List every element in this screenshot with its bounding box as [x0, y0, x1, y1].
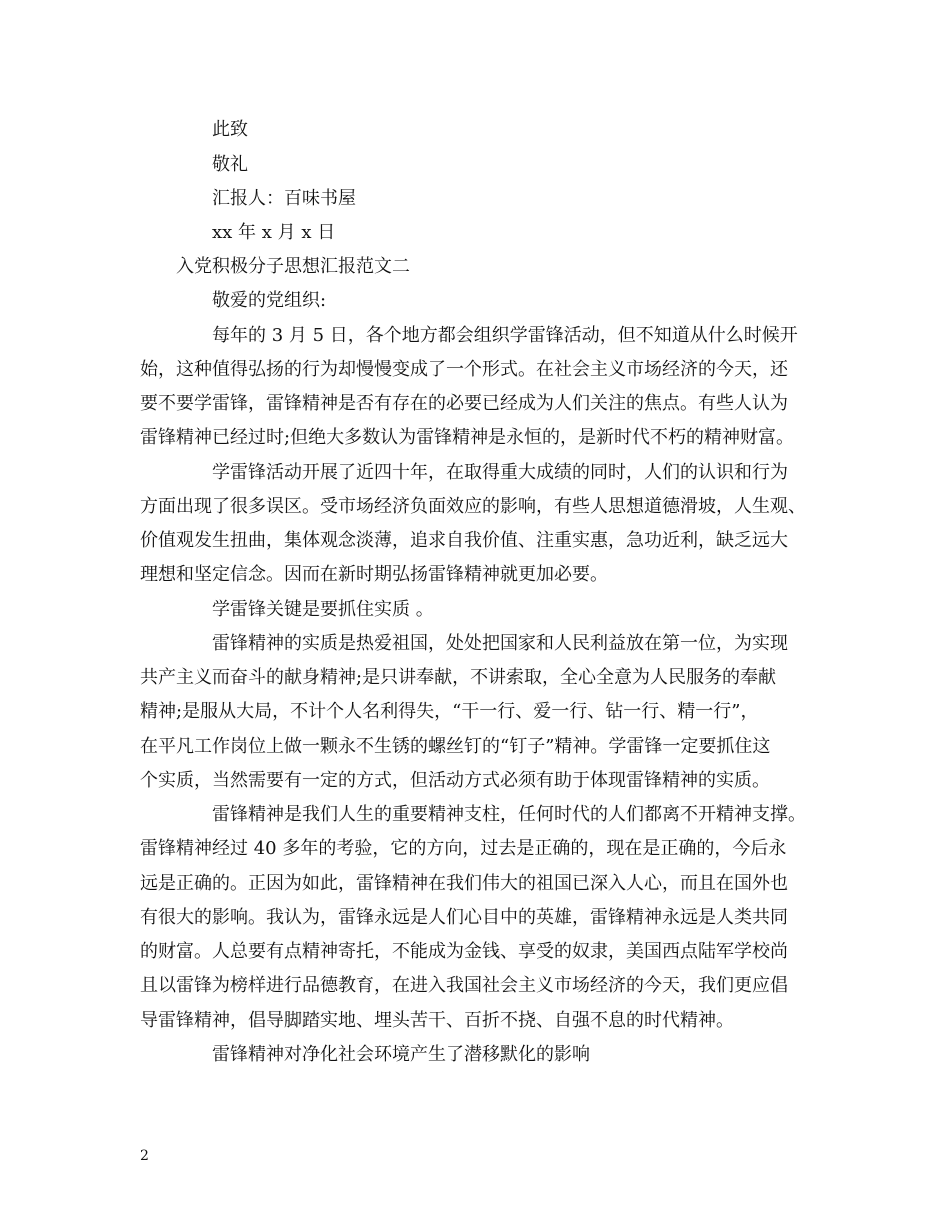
paragraph-line: 要不要学雷锋，雷锋精神是否有存在的必要已经成为人们关注的焦点。有些人认为 [140, 393, 788, 414]
paragraph-line: 学雷锋活动开展了近四十年，在取得重大成绩的同时，人们的认识和行为 [212, 462, 788, 483]
paragraph-line: 精神;是服从大局，不计个人名利得失，“干一行、爱一行、钻一行、精一行”， [140, 701, 759, 722]
closing-ci-zhi: 此致 [212, 119, 248, 140]
paragraph-line: 雷锋精神经过 40 多年的考验，它的方向，过去是正确的，现在是正确的，今后永 [140, 838, 787, 859]
paragraph-line: 学雷锋关键是要抓住实质 。 [212, 599, 434, 620]
paragraph-line: 每年的 3 月 5 日，各个地方都会组织学雷锋活动，但不知道从什么时候开 [212, 325, 798, 346]
paragraph-line: 雷锋精神是我们人生的重要精神支柱，任何时代的人们都离不开精神支撑。 [212, 804, 806, 825]
salutation: 敬爱的党组织: [212, 290, 327, 311]
paragraph-line: 有很大的影响。我认为，雷锋永远是人们心目中的英雄，雷锋精神永远是人类共同 [140, 907, 788, 928]
section-title: 入党积极分子思想汇报范文二 [176, 256, 410, 277]
reporter-signature: 汇报人：百味书屋 [212, 188, 356, 209]
paragraph-line: 个实质，当然需要有一定的方式，但活动方式必须有助于体现雷锋精神的实质。 [140, 770, 770, 791]
paragraph-line: 方面出现了很多误区。受市场经济负面效应的影响，有些人思想道德滑坡，人生观、 [140, 496, 806, 517]
paragraph-line: 远是正确的。正因为如此，雷锋精神在我们伟大的祖国已深入人心，而且在国外也 [140, 873, 788, 894]
paragraph-line: 始，这种值得弘扬的行为却慢慢变成了一个形式。在社会主义市场经济的今天，还 [140, 359, 788, 380]
report-date: xx 年 x 月 x 日 [212, 222, 336, 243]
page-number: 2 [140, 1148, 149, 1164]
closing-jing-li: 敬礼 [212, 154, 248, 175]
paragraph-line: 理想和坚定信念。因而在新时期弘扬雷锋精神就更加必要。 [140, 564, 608, 585]
paragraph-line: 且以雷锋为榜样进行品德教育，在进入我国社会主义市场经济的今天，我们更应倡 [140, 975, 788, 996]
paragraph-line: 雷锋精神的实质是热爱祖国，处处把国家和人民利益放在第一位，为实现 [212, 633, 788, 654]
paragraph-line: 的财富。人总要有点精神寄托，不能成为金钱、享受的奴隶，美国西点陆军学校尚 [140, 941, 788, 962]
paragraph-line: 价值观发生扭曲，集体观念淡薄，追求自我价值、注重实惠，急功近利，缺乏远大 [140, 530, 788, 551]
paragraph-line: 导雷锋精神，倡导脚踏实地、埋头苦干、百折不挠、自强不息的时代精神。 [140, 1010, 734, 1031]
paragraph-line: 在平凡工作岗位上做一颗永不生锈的螺丝钉的“钉子”精神。学雷锋一定要抓住这 [140, 736, 771, 757]
paragraph-line: 共产主义而奋斗的献身精神;是只讲奉献，不讲索取，全心全意为人民服务的奉献 [140, 667, 777, 688]
paragraph-line: 雷锋精神对净化社会环境产生了潜移默化的影响 [212, 1044, 590, 1065]
paragraph-line: 雷锋精神已经过时;但绝大多数认为雷锋精神是永恒的，是新时代不朽的精神财富。 [140, 427, 795, 448]
